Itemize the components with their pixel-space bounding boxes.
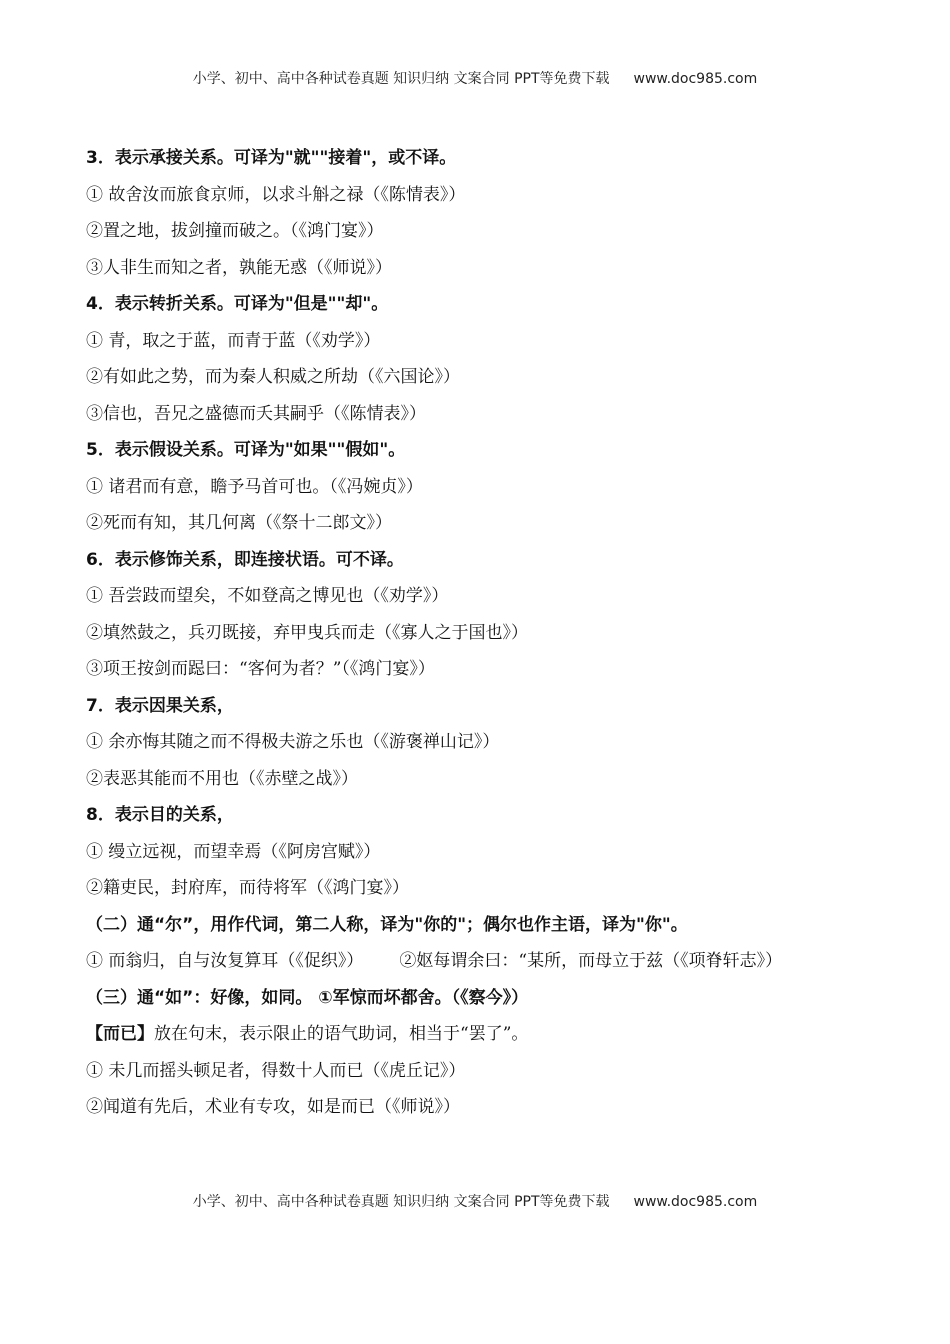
example-line: ① 缦立远视，而望幸焉（《阿房宫赋》）	[86, 841, 381, 862]
section-heading-8: 8．表示目的关系，	[86, 805, 234, 825]
section-heading-7: 7．表示因果关系，	[86, 695, 234, 716]
example-line: ① 吾尝跂而望矣，不如登高之博见也（《劝学》）	[86, 586, 449, 606]
example-line: ②有如此之势，而为秦人积威之所劫（《六国论》）	[86, 367, 460, 387]
example-line: ②死而有知，其几何离（《祭十二郎文》）	[86, 513, 392, 533]
section-heading-5: 5．表示假设关系。可译为"如果""假如"。	[86, 440, 406, 460]
example-line: ① 余亦悔其随之而不得极夫游之乐也（《游褒禅山记》）	[86, 732, 500, 752]
example-line: ③项王按剑而跽曰：“客何为者？”（《鸿门宴》）	[86, 659, 435, 679]
example-line: ②置之地，拔剑撞而破之。（《鸿门宴》）	[86, 221, 384, 241]
section-heading-6: 6．表示修饰关系，即连接状语。可不译。	[86, 549, 404, 570]
eryi-label: 【而已】	[86, 1024, 154, 1044]
example-line-wrapped	[86, 943, 876, 980]
example-line: ① 故舍汝而旅食京师，以求斗斛之禄（《陈情表》）	[86, 184, 466, 205]
example-line: ③人非生而知之者，孰能无惑（《师说》）	[86, 257, 392, 278]
example-line: ① 诸君而有意，瞻予马首可也。（《冯婉贞》）	[86, 476, 423, 497]
section-heading-er: （二）通“尔”，用作代词，第二人称，译为"你的"；偶尔也作主语，译为"你"。	[86, 914, 688, 935]
example-part-2: ②妪每谓余曰：“某所，而母立于兹（《项脊轩志》）	[399, 951, 783, 971]
example-line: ②表恶其能而不用也（《赤壁之战》）	[86, 768, 358, 789]
example-line: ① 未几而摇头顿足者，得数十人而已（《虎丘记》）	[86, 1060, 466, 1081]
page-footer	[0, 1191, 950, 1211]
footer-url[interactable]: www.doc985.com	[633, 1194, 758, 1210]
section-heading-3: 3．表示承接关系。可译为"就""接着"，或不译。	[86, 148, 457, 168]
footer-text: 小学、初中、高中各种试卷真题 知识归纳 文案合同 PPT等免费下载	[192, 1194, 610, 1210]
section-heading-ru: （三）通“如”：好像，如同。 ①军惊而坏都舍。（《察今》）	[86, 987, 529, 1008]
example-line: ②闻道有先后，术业有专攻，如是而已（《师说》）	[86, 1097, 460, 1117]
example-part-1: ① 而翁归，自与汝复算耳（《促织》）	[86, 951, 364, 971]
example-line: ②籍吏民，封府库，而待将军（《鸿门宴》）	[86, 878, 409, 898]
example-line: ③信也，吾兄之盛德而夭其嗣乎（《陈情表》）	[86, 403, 426, 424]
example-line: ① 青，取之于蓝，而青于蓝（《劝学》）	[86, 330, 381, 351]
example-line: ②填然鼓之，兵刃既接，弃甲曳兵而走（《寡人之于国也》）	[86, 622, 528, 643]
eryi-text: 放在句末，表示限止的语气助词，相当于“罢了”。	[154, 1024, 529, 1044]
section-heading-4: 4．表示转折关系。可译为"但是""却"。	[86, 294, 389, 314]
header-url[interactable]: www.doc985.com	[633, 71, 758, 87]
header-text: 小学、初中、高中各种试卷真题 知识归纳 文案合同 PPT等免费下载	[192, 71, 610, 87]
page-header	[0, 68, 950, 88]
document-body	[86, 140, 876, 1126]
eryi-definition	[86, 1016, 876, 1053]
